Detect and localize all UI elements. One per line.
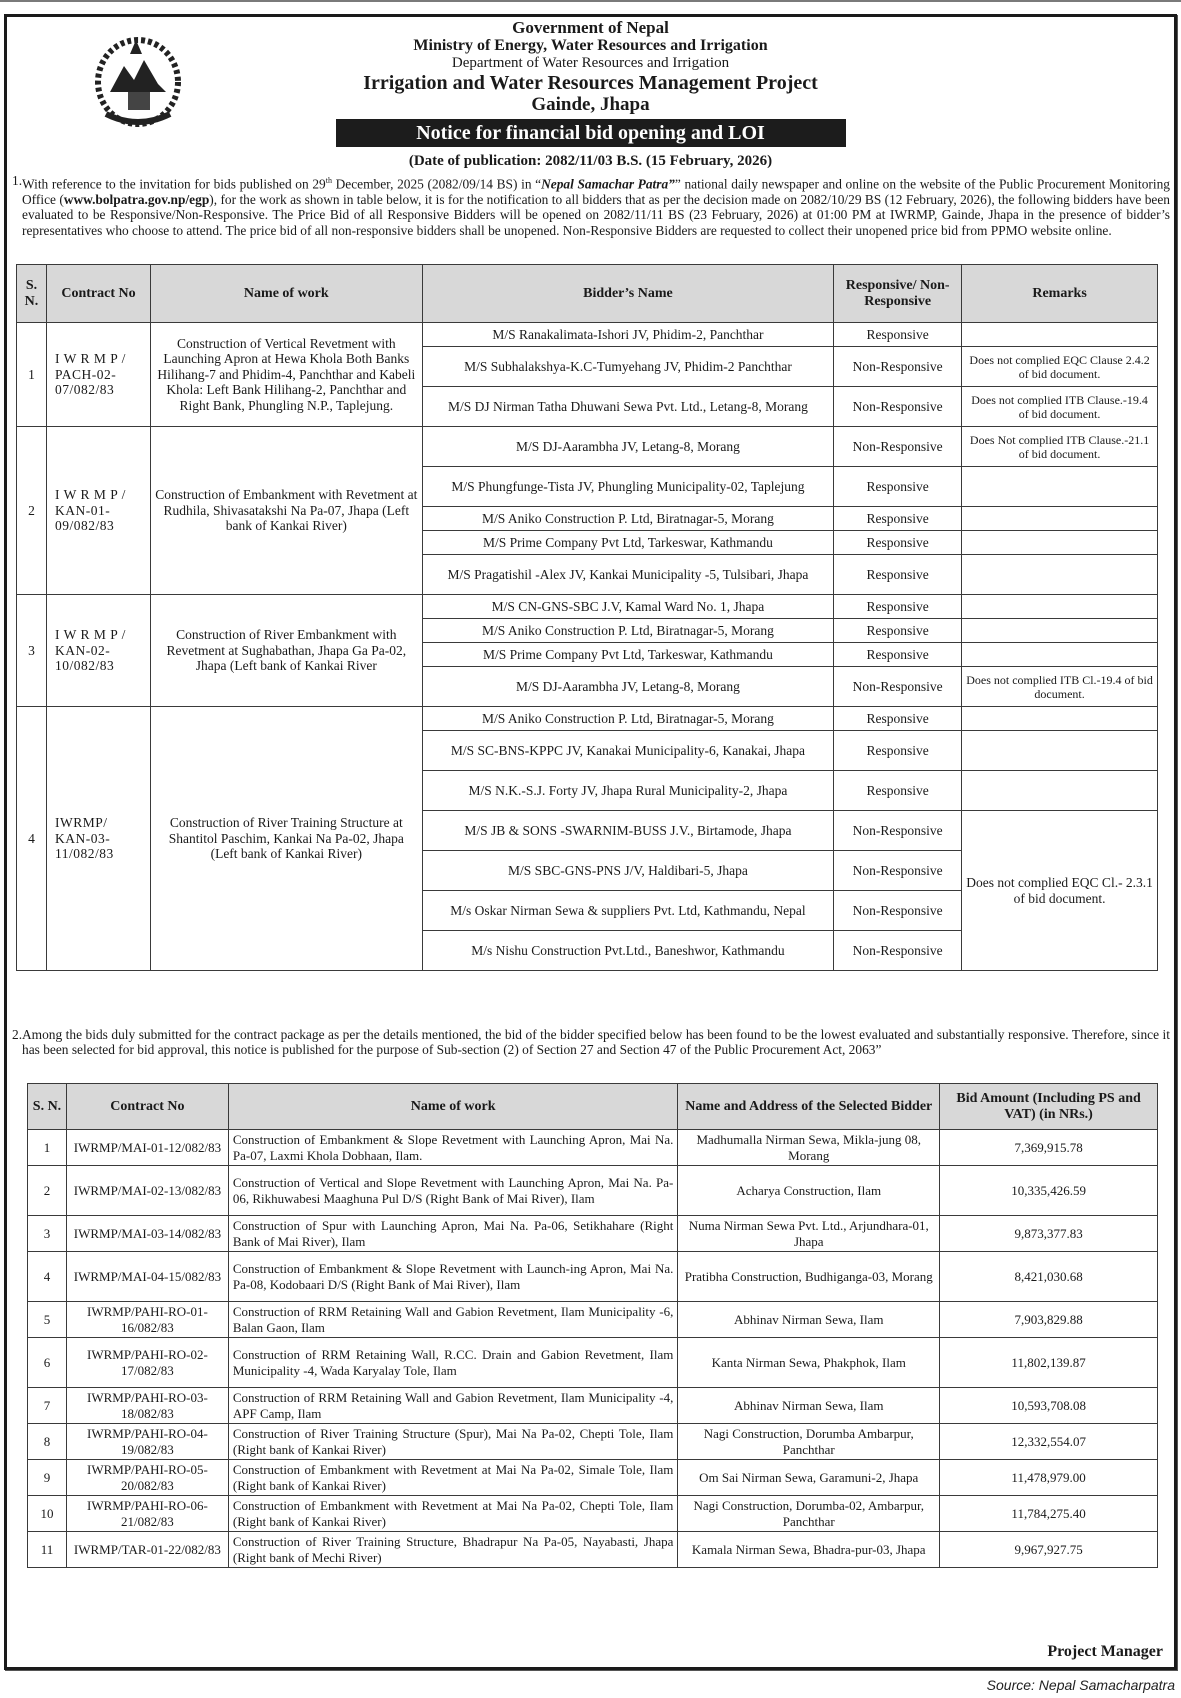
cell-status: Non-Responsive: [834, 891, 962, 931]
cell-bidder-name: M/S N.K.-S.J. Forty JV, Jhapa Rural Municipality-2, Jhapa: [422, 771, 834, 811]
cell-name-of-work: Construction of River Training Structure at Shantitol Paschim, Kankai Na Pa-02, Jhapa (Left bank of Kankai River): [150, 707, 422, 971]
cell-bid-amount: 11,784,275.40: [940, 1496, 1158, 1532]
cell-remarks: Does not complied ITB Cl.-19.4 of bid document.: [962, 667, 1158, 707]
col-sn: S. N.: [28, 1084, 67, 1130]
cell-status: Responsive: [834, 643, 962, 667]
cell-sn: 1: [28, 1130, 67, 1166]
cell-contract-no: IWRMP/PAHI-RO-03-18/082/83: [66, 1388, 228, 1424]
cell-contract-no: I W R M P / KAN-01-09/082/83: [46, 427, 150, 595]
cell-status: Non-Responsive: [834, 347, 962, 387]
paragraph-2-number: 2.: [12, 1027, 23, 1042]
table-row: [17, 707, 1158, 731]
cell-bid-amount: 7,903,829.88: [940, 1302, 1158, 1338]
notice-title: Notice for financial bid opening and LOI: [336, 119, 846, 147]
cell-selected-bidder: Numa Nirman Sewa Pvt. Ltd., Arjundhara-01, Jhapa: [678, 1216, 940, 1252]
cell-status: Responsive: [834, 467, 962, 507]
cell-bidder-name: M/S SC-BNS-KPPC JV, Kanakai Municipality-6, Kanakai, Jhapa: [422, 731, 834, 771]
col-bid-amount: Bid Amount (Including PS and VAT) (in NRs.): [940, 1084, 1158, 1130]
cell-bidder-name: M/S Phungfunge-Tista JV, Phungling Municipality-02, Taplejung: [422, 467, 834, 507]
cell-status: Responsive: [834, 595, 962, 619]
paragraph-1-text-a: With reference to the invitation for bids published on 29: [22, 176, 326, 192]
cell-contract-no: IWRMP/MAI-04-15/082/83: [66, 1252, 228, 1302]
top-rule: [0, 0, 1181, 2]
publication-date: (Date of publication: 2082/11/03 B.S. (15 February, 2026): [408, 153, 773, 169]
cell-name-of-work: Construction of RRM Retaining Wall, R.CC. Drain and Gabion Revetment, Ilam Municipality -4, Wada Karyalay Tole, Ilam: [228, 1338, 678, 1388]
cell-status: Responsive: [834, 707, 962, 731]
cell-status: Non-Responsive: [834, 851, 962, 891]
cell-status: Responsive: [834, 771, 962, 811]
cell-bidder-name: M/S Ranakalimata-Ishori JV, Phidim-2, Panchthar: [422, 323, 834, 347]
cell-bid-amount: 7,369,915.78: [940, 1130, 1158, 1166]
cell-bidder-name: M/S SBC-GNS-PNS J/V, Haldibari-5, Jhapa: [422, 851, 834, 891]
cell-contract-no: IWRMP/ KAN-03-11/082/83: [46, 707, 150, 971]
project-title: Irrigation and Water Resources Management Project: [363, 72, 818, 94]
col-responsive: Responsive/ Non-Responsive: [834, 265, 962, 323]
cell-bidder-name: M/S DJ-Aarambha JV, Letang-8, Morang: [422, 667, 834, 707]
cell-name-of-work: Construction of Embankment with Revetment at Mai Na Pa-02, Simale Tole, Ilam (Right bank of Kankai River): [228, 1460, 678, 1496]
paragraph-1-text-c: ” national daily newspaper and online on the website of the Public Procurement Monitoring Office (: [22, 176, 1170, 207]
col-sn: S. N.: [17, 265, 47, 323]
cell-contract-no: IWRMP/MAI-03-14/082/83: [66, 1216, 228, 1252]
cell-remarks: [962, 467, 1158, 507]
cell-selected-bidder: Madhumalla Nirman Sewa, Mikla-jung 08, Morang: [678, 1130, 940, 1166]
cell-selected-bidder: Nagi Construction, Dorumba Ambarpur, Panchthar: [678, 1424, 940, 1460]
paragraph-2-text: Among the bids duly submitted for the contract package as per the details mentioned, the bid of the bidder specified below has been found to be the lowest evaluated and substantially responsive. Therefore, since it has been selected for bid approval, this notice is published for the purpose of Sub-section (2) of Section 27 and Section 47 of the Public Procurement Act, 2063”: [22, 1027, 1170, 1058]
cell-remarks: [962, 323, 1158, 347]
cell-bid-amount: 11,478,979.00: [940, 1460, 1158, 1496]
cell-name-of-work: Construction of Vertical and Slope Revetment with Launching Apron, Mai Na. Pa-06, Rikhuwabesi Maaghuna Pul D/S (Right Bank of Mai River), Ilam: [228, 1166, 678, 1216]
cell-selected-bidder: Abhinav Nirman Sewa, Ilam: [678, 1302, 940, 1338]
cell-name-of-work: Construction of River Training Structure, Bhadrapur Na Pa-05, Nayabasti, Jhapa (Right bank of Mechi River): [228, 1532, 678, 1568]
cell-bid-amount: 12,332,554.07: [940, 1424, 1158, 1460]
paragraph-2: [12, 1027, 1170, 1058]
col-contract-no: Contract No: [66, 1084, 228, 1130]
newspaper-name: Nepal Samachar Patra”: [541, 176, 675, 192]
cell-remarks: [962, 771, 1158, 811]
table-row: [28, 1252, 1158, 1302]
cell-name-of-work: Construction of Embankment with Revetment at Rudhila, Shivasatakshi Na Pa-07, Jhapa (Left bank of Kankai River): [150, 427, 422, 595]
cell-bid-amount: 9,967,927.75: [940, 1532, 1158, 1568]
cell-selected-bidder: Om Sai Nirman Sewa, Garamuni-2, Jhapa: [678, 1460, 940, 1496]
table-header-row: [17, 265, 1158, 323]
signatory: Project Manager: [1047, 1643, 1163, 1660]
cell-status: Non-Responsive: [834, 811, 962, 851]
website-link[interactable]: www.bolpatra.gov.np/egp: [63, 191, 210, 207]
cell-name-of-work: Construction of Spur with Launching Apron, Mai Na. Pa-06, Setikhahare (Right Bank of Mai River), Ilam: [228, 1216, 678, 1252]
col-bidder-name: Bidder’s Name: [422, 265, 834, 323]
col-name-of-work: Name of work: [150, 265, 422, 323]
cell-name-of-work: Construction of Embankment with Revetment at Mai Na Pa-02, Chepti Tole, Ilam (Right bank of Kankai River): [228, 1496, 678, 1532]
cell-remarks: [962, 731, 1158, 771]
col-selected-bidder: Name and Address of the Selected Bidder: [678, 1084, 940, 1130]
cell-contract-no: IWRMP/MAI-01-12/082/83: [66, 1130, 228, 1166]
table-row: [17, 595, 1158, 619]
cell-contract-no: IWRMP/PAHI-RO-02-17/082/83: [66, 1338, 228, 1388]
cell-name-of-work: Construction of River Training Structure (Spur), Mai Na Pa-02, Chepti Tole, Ilam (Right bank of Kankai River): [228, 1424, 678, 1460]
cell-sn: 4: [17, 707, 47, 971]
cell-bidder-name: M/S CN-GNS-SBC J.V, Kamal Ward No. 1, Jhapa: [422, 595, 834, 619]
table-header-row: [28, 1084, 1158, 1130]
cell-remarks: Does Not complied ITB Clause.-21.1 of bid document.: [962, 427, 1158, 467]
cell-bidder-name: M/S Subhalakshya-K.C-Tumyehang JV, Phidim-2 Panchthar: [422, 347, 834, 387]
cell-remarks: Does not complied ITB Clause.-19.4 of bid document.: [962, 387, 1158, 427]
table-row: [17, 323, 1158, 347]
table-row: [28, 1532, 1158, 1568]
cell-bidder-name: M/s Nishu Construction Pvt.Ltd., Baneshwor, Kathmandu: [422, 931, 834, 971]
table-row: [28, 1338, 1158, 1388]
cell-status: Non-Responsive: [834, 427, 962, 467]
cell-status: Non-Responsive: [834, 387, 962, 427]
cell-name-of-work: Construction of Vertical Revetment with Launching Apron at Hewa Khola Both Banks Hilihang-7 and Phidim-4, Panchthar and Kabeli Khola: Left Bank Hilihang-2, Panchthar and Right Bank, Phungling N.P., Taplejung.: [150, 323, 422, 427]
government-title: Government of Nepal: [512, 18, 669, 37]
cell-name-of-work: Construction of Embankment & Slope Revetment with Launching Apron, Mai Na. Pa-07, Laxmi Khola Dobhaan, Ilam.: [228, 1130, 678, 1166]
cell-selected-bidder: Kamala Nirman Sewa, Bhadra-pur-03, Jhapa: [678, 1532, 940, 1568]
cell-sn: 9: [28, 1460, 67, 1496]
cell-sn: 4: [28, 1252, 67, 1302]
cell-contract-no: IWRMP/PAHI-RO-01-16/082/83: [66, 1302, 228, 1338]
cell-bidder-name: M/s Oskar Nirman Sewa & suppliers Pvt. Ltd, Kathmandu, Nepal: [422, 891, 834, 931]
cell-status: Responsive: [834, 531, 962, 555]
cell-selected-bidder: Abhinav Nirman Sewa, Ilam: [678, 1388, 940, 1424]
cell-name-of-work: Construction of RRM Retaining Wall and Gabion Revetment, Ilam Municipality -6, Balan Gaon, Ilam: [228, 1302, 678, 1338]
cell-name-of-work: Construction of Embankment & Slope Revetment with Launch-ing Apron, Mai Na. Pa-08, Kodobaari D/S (Right Bank of Mai River), Ilam: [228, 1252, 678, 1302]
department-title: Department of Water Resources and Irrigation: [451, 55, 730, 71]
cell-bidder-name: M/S JB & SONS -SWARNIM-BUSS J.V., Birtamode, Jhapa: [422, 811, 834, 851]
cell-remarks: [962, 619, 1158, 643]
cell-remarks: [962, 595, 1158, 619]
table-row: [28, 1424, 1158, 1460]
cell-contract-no: I W R M P / PACH-02-07/082/83: [46, 323, 150, 427]
cell-contract-no: IWRMP/MAI-02-13/082/83: [66, 1166, 228, 1216]
cell-status: Responsive: [834, 555, 962, 595]
cell-contract-no: IWRMP/PAHI-RO-05-20/082/83: [66, 1460, 228, 1496]
table-row: [28, 1166, 1158, 1216]
table-row: [28, 1216, 1158, 1252]
cell-sn: 5: [28, 1302, 67, 1338]
cell-bid-amount: 8,421,030.68: [940, 1252, 1158, 1302]
cell-bidder-name: M/S Prime Company Pvt Ltd, Tarkeswar, Kathmandu: [422, 643, 834, 667]
cell-remarks: [962, 643, 1158, 667]
bidder-evaluation-table: [16, 264, 1158, 971]
source-credit: Source: Nepal Samacharpatra: [986, 1677, 1175, 1693]
col-name-of-work: Name of work: [228, 1084, 678, 1130]
cell-bidder-name: M/S Pragatishil -Alex JV, Kankai Municipality -5, Tulsibari, Jhapa: [422, 555, 834, 595]
cell-remarks: [962, 531, 1158, 555]
cell-bidder-name: M/S Aniko Construction P. Ltd, Biratnagar-5, Morang: [422, 707, 834, 731]
cell-remarks: Does not complied EQC Cl.- 2.3.1 of bid document.: [962, 811, 1158, 971]
cell-status: Responsive: [834, 619, 962, 643]
cell-bidder-name: M/S Aniko Construction P. Ltd, Biratnagar-5, Morang: [422, 507, 834, 531]
cell-remarks: [962, 507, 1158, 531]
col-remarks: Remarks: [962, 265, 1158, 323]
location-title: Gainde, Jhapa: [531, 94, 650, 115]
table-row: [17, 427, 1158, 467]
selected-bidder-table: [27, 1083, 1158, 1568]
cell-contract-no: IWRMP/PAHI-RO-06-21/082/83: [66, 1496, 228, 1532]
paragraph-1: [12, 173, 1170, 238]
cell-selected-bidder: Nagi Construction, Dorumba-02, Ambarpur, Panchthar: [678, 1496, 940, 1532]
cell-bidder-name: M/S Prime Company Pvt Ltd, Tarkeswar, Kathmandu: [422, 531, 834, 555]
cell-status: Non-Responsive: [834, 931, 962, 971]
cell-bid-amount: 11,802,139.87: [940, 1338, 1158, 1388]
cell-selected-bidder: Pratibha Construction, Budhiganga-03, Morang: [678, 1252, 940, 1302]
cell-name-of-work: Construction of RRM Retaining Wall and Gabion Revetment, Ilam Municipality -4, APF Camp, Ilam: [228, 1388, 678, 1424]
cell-sn: 6: [28, 1338, 67, 1388]
notice-header: [0, 18, 1181, 170]
cell-sn: 3: [17, 595, 47, 707]
paragraph-1-text-d: ), for the work as shown in table below, it is for the notification to all bidders that as per the decision made on 2082/10/29 BS (12 February, 2026), the following bidders have been evaluated to be Responsive/Non-Responsive. The Price Bid of all Responsive Bidders will be opened on 2082/11/11 BS (23 February, 2026) at 01:00 PM at IWRMP, Gainde, Jhapa in the presence of bidder’s representatives who choose to attend. The price bid of all non-responsive bidders shall be unopened. Non-Responsive Bidders are requested to collect their unopened price bid from PPMO website online.: [22, 191, 1170, 238]
cell-sn: 2: [28, 1166, 67, 1216]
cell-sn: 7: [28, 1388, 67, 1424]
cell-status: Non-Responsive: [834, 667, 962, 707]
cell-bidder-name: M/S Aniko Construction P. Ltd, Biratnagar-5, Morang: [422, 619, 834, 643]
cell-status: Responsive: [834, 507, 962, 531]
cell-bid-amount: 9,873,377.83: [940, 1216, 1158, 1252]
table-row: [28, 1302, 1158, 1338]
cell-bid-amount: 10,593,708.08: [940, 1388, 1158, 1424]
cell-sn: 11: [28, 1532, 67, 1568]
cell-selected-bidder: Kanta Nirman Sewa, Phakphok, Ilam: [678, 1338, 940, 1388]
cell-sn: 2: [17, 427, 47, 595]
cell-sn: 8: [28, 1424, 67, 1460]
cell-contract-no: IWRMP/PAHI-RO-04-19/082/83: [66, 1424, 228, 1460]
cell-selected-bidder: Acharya Construction, Ilam: [678, 1166, 940, 1216]
cell-status: Responsive: [834, 731, 962, 771]
cell-bidder-name: M/S DJ-Aarambha JV, Letang-8, Morang: [422, 427, 834, 467]
cell-remarks: Does not complied EQC Clause 2.4.2 of bid document.: [962, 347, 1158, 387]
ministry-title: Ministry of Energy, Water Resources and Irrigation: [413, 37, 768, 54]
cell-sn: 10: [28, 1496, 67, 1532]
cell-bidder-name: M/S DJ Nirman Tatha Dhuwani Sewa Pvt. Ltd., Letang-8, Morang: [422, 387, 834, 427]
cell-bid-amount: 10,335,426.59: [940, 1166, 1158, 1216]
cell-sn: 1: [17, 323, 47, 427]
col-contract-no: Contract No: [46, 265, 150, 323]
table-row: [28, 1388, 1158, 1424]
cell-remarks: [962, 555, 1158, 595]
ordinal-suffix: th: [325, 176, 332, 185]
paragraph-1-number: 1.: [12, 173, 23, 188]
table-row: [28, 1496, 1158, 1532]
cell-name-of-work: Construction of River Embankment with Revetment at Sughabathan, Jhapa Ga Pa-02, Jhapa (Left bank of Kankai River: [150, 595, 422, 707]
cell-status: Responsive: [834, 323, 962, 347]
table-row: [28, 1130, 1158, 1166]
table-row: [28, 1460, 1158, 1496]
paragraph-1-text-b: December, 2025 (2082/09/14 BS) in “: [331, 176, 542, 192]
cell-contract-no: I W R M P / KAN-02-10/082/83: [46, 595, 150, 707]
cell-contract-no: IWRMP/TAR-01-22/082/83: [66, 1532, 228, 1568]
cell-remarks: [962, 707, 1158, 731]
cell-sn: 3: [28, 1216, 67, 1252]
